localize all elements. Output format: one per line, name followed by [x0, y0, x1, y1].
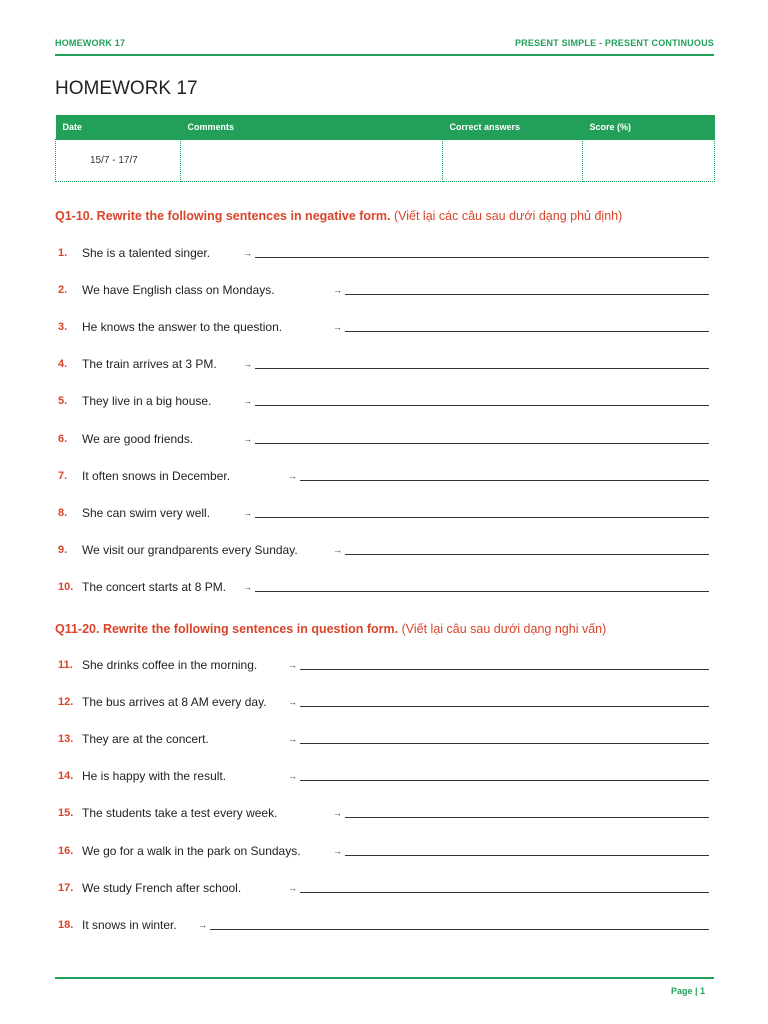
question-item	[55, 694, 714, 710]
question-item	[55, 805, 714, 821]
question-item	[55, 356, 714, 372]
question-sentence: He knows the answer to the question.	[82, 320, 283, 334]
question-number: 11.	[58, 659, 73, 671]
arrow-icon: →	[288, 697, 297, 707]
arrow-icon: →	[243, 359, 252, 369]
question-item	[55, 579, 714, 595]
arrow-icon: →	[333, 846, 342, 856]
section-heading-negative	[55, 209, 622, 223]
page-number: Page | 1	[670, 986, 705, 996]
arrow-icon: →	[288, 883, 297, 893]
running-header	[55, 36, 714, 56]
arrow-icon: →	[243, 396, 252, 406]
question-sentence: We have English class on Mondays.	[82, 283, 275, 297]
arrow-icon: →	[288, 734, 297, 744]
question-item	[55, 542, 714, 558]
arrow-icon: →	[243, 582, 252, 592]
question-sentence: He is happy with the result.	[82, 769, 227, 783]
header-right-text: PRESENT SIMPLE - PRESENT CONTINUOUS	[514, 38, 714, 48]
question-number: 4.	[58, 358, 68, 370]
answer-line[interactable]	[300, 669, 709, 670]
arrow-icon: →	[243, 508, 252, 518]
homework-info-table	[55, 115, 715, 182]
section-note: (Viết lại câu sau dưới dạng nghi vấn)	[401, 622, 607, 636]
column-header-score: Score (%)	[583, 115, 715, 140]
header-left-text: HOMEWORK 17	[55, 38, 126, 48]
answer-line[interactable]	[300, 706, 709, 707]
question-sentence: We visit our grandparents every Sunday.	[82, 543, 298, 557]
arrow-icon: →	[243, 434, 252, 444]
answer-line[interactable]	[345, 294, 709, 295]
answer-line[interactable]	[345, 855, 709, 856]
question-sentence: We are good friends.	[82, 432, 194, 446]
section-title: Q11-20. Rewrite the following sentences in question form.	[55, 622, 399, 636]
question-number: 15.	[58, 807, 74, 819]
question-item	[55, 468, 714, 484]
question-number: 9.	[58, 544, 68, 556]
question-number: 8.	[58, 507, 68, 519]
question-number: 3.	[58, 321, 68, 333]
answer-line[interactable]	[255, 368, 709, 369]
arrow-icon: →	[333, 285, 342, 295]
arrow-icon: →	[243, 248, 252, 258]
question-number: 14.	[58, 770, 74, 782]
section-heading-question	[55, 622, 606, 636]
answer-line[interactable]	[345, 554, 709, 555]
arrow-icon: →	[288, 471, 297, 481]
arrow-icon: →	[288, 771, 297, 781]
question-number: 13.	[58, 733, 74, 745]
question-sentence: The train arrives at 3 PM.	[82, 357, 217, 371]
question-sentence: They are at the concert.	[82, 732, 209, 746]
question-item	[55, 731, 714, 747]
section-note: (Viết lại các câu sau dưới dạng phủ định)	[393, 209, 623, 223]
arrow-icon: →	[198, 920, 207, 930]
question-item	[55, 768, 714, 784]
question-number: 5.	[58, 395, 68, 407]
question-number: 6.	[58, 433, 68, 445]
page-title: HOMEWORK 17	[55, 78, 198, 99]
score-cell[interactable]	[583, 140, 715, 182]
column-header-date: Date	[56, 115, 181, 140]
question-sentence: She is a talented singer.	[82, 246, 211, 260]
answer-line[interactable]	[255, 517, 709, 518]
question-sentence: The concert starts at 8 PM.	[82, 580, 227, 594]
answer-line[interactable]	[345, 331, 709, 332]
column-header-comments: Comments	[181, 115, 443, 140]
arrow-icon: →	[288, 660, 297, 670]
question-number: 1.	[58, 247, 68, 259]
date-cell: 15/7 - 17/7	[56, 140, 181, 182]
question-sentence: It snows in winter.	[82, 918, 177, 932]
question-sentence: The students take a test every week.	[82, 806, 278, 820]
question-item	[55, 505, 714, 521]
arrow-icon: →	[333, 545, 342, 555]
question-sentence: It often snows in December.	[82, 469, 231, 483]
column-header-correct-answers: Correct answers	[443, 115, 583, 140]
question-number: 10.	[58, 581, 74, 593]
question-number: 18.	[58, 919, 74, 931]
question-item	[55, 431, 714, 447]
question-sentence: We study French after school.	[82, 881, 242, 895]
question-item	[55, 880, 714, 896]
question-sentence: She can swim very well.	[82, 506, 211, 520]
answer-line[interactable]	[255, 405, 709, 406]
footer-divider	[55, 977, 714, 979]
question-item	[55, 319, 714, 335]
answer-line[interactable]	[345, 817, 709, 818]
answer-line[interactable]	[255, 591, 709, 592]
answer-line[interactable]	[300, 780, 709, 781]
comments-cell[interactable]	[181, 140, 443, 182]
question-sentence: They live in a big house.	[82, 394, 212, 408]
answer-line[interactable]	[255, 257, 709, 258]
correct-answers-cell[interactable]	[443, 140, 583, 182]
question-item	[55, 245, 714, 261]
question-number: 7.	[58, 470, 68, 482]
table-row	[56, 140, 715, 182]
question-item	[55, 657, 714, 673]
question-sentence: We go for a walk in the park on Sundays.	[82, 844, 301, 858]
section-title: Q1-10. Rewrite the following sentences in negative form.	[55, 209, 391, 223]
question-sentence: The bus arrives at 8 AM every day.	[82, 695, 267, 709]
answer-line[interactable]	[300, 480, 709, 481]
question-number: 16.	[58, 845, 74, 857]
question-item	[55, 282, 714, 298]
question-sentence: She drinks coffee in the morning.	[82, 658, 258, 672]
arrow-icon: →	[333, 808, 342, 818]
question-item	[55, 917, 714, 933]
question-item	[55, 393, 714, 409]
answer-line[interactable]	[255, 443, 709, 444]
arrow-icon: →	[333, 322, 342, 332]
question-number: 2.	[58, 284, 68, 296]
question-number: 17.	[58, 882, 74, 894]
answer-line[interactable]	[300, 743, 709, 744]
question-item	[55, 843, 714, 859]
answer-line[interactable]	[300, 892, 709, 893]
answer-line[interactable]	[210, 929, 709, 930]
question-number: 12.	[58, 696, 74, 708]
